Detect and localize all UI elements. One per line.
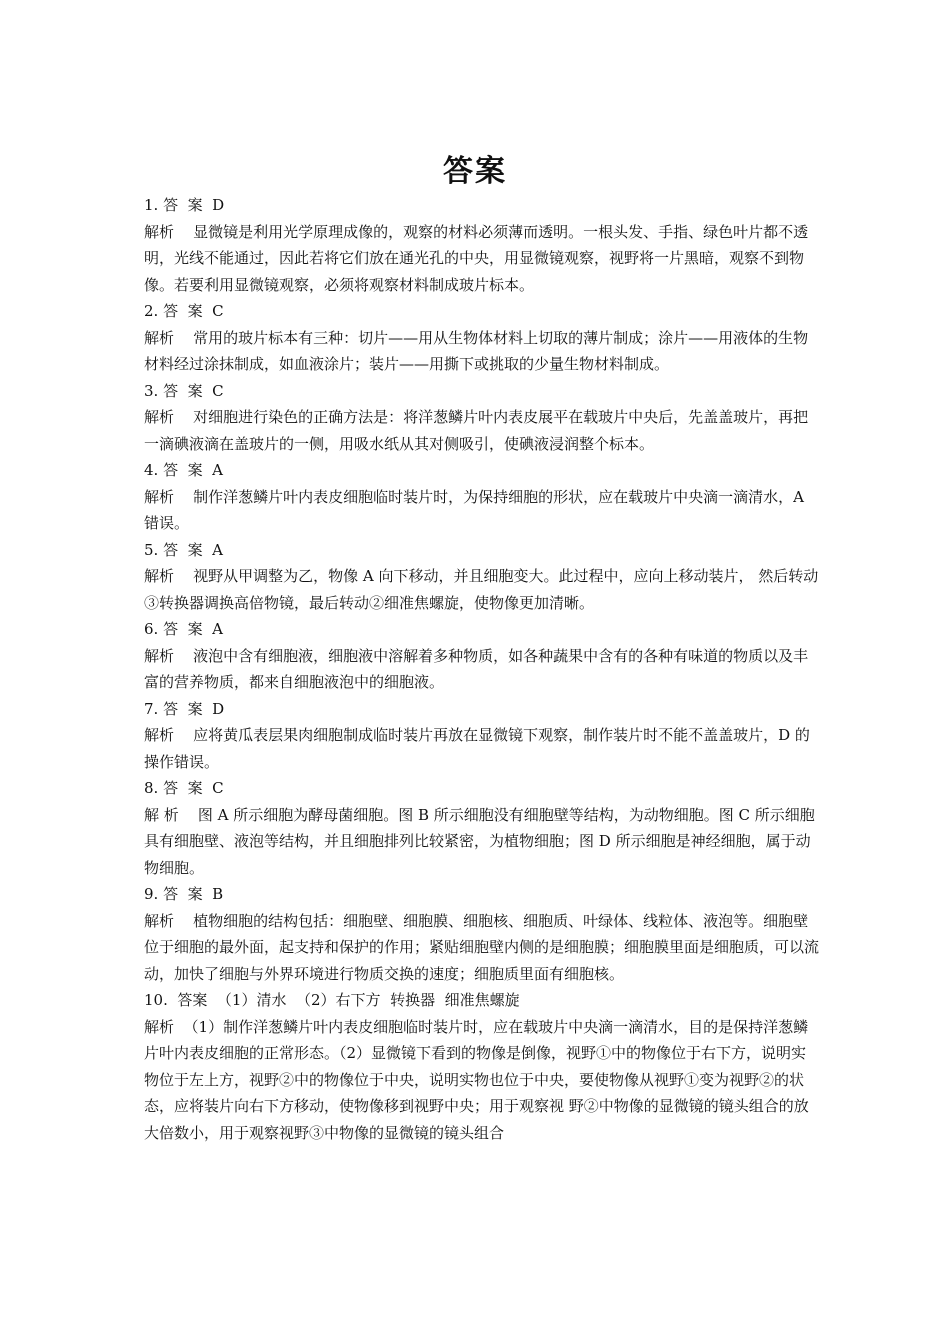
answer-line: 4. 答 案 A xyxy=(144,461,223,479)
analysis-text: 显微镜是利用光学原理成像的，观察的材料必须薄而透明。一根头发、手指、绿色叶片都不透明，光线不能通过，因此若将它们放在通光孔的中央，用显微镜观察，视野将一片黑暗，观察不到物像。若要利用显微镜观察，必须将观察材料制成玻片标本。 xyxy=(144,222,809,294)
page-title: 答案 xyxy=(443,154,507,189)
analysis-paragraph xyxy=(144,643,820,696)
analysis-label: 解析 xyxy=(144,911,194,930)
analysis-text: 植物细胞的结构包括：细胞壁、细胞膜、细胞核、细胞质、叶绿体、线粒体、液泡等。细胞壁位于细胞的最外面，起支持和保护的作用；紧贴细胞壁内侧的是细胞膜；细胞膜里面是细胞质，可以流动，加快了细胞与外界环境进行物质交换的速度；细胞质里面有细胞核。 xyxy=(144,911,820,983)
answer-list xyxy=(144,192,820,1146)
answer-line: 6. 答 案 A xyxy=(144,620,223,638)
analysis-paragraph xyxy=(144,325,820,378)
analysis-paragraph xyxy=(144,563,820,616)
analysis-paragraph xyxy=(144,722,820,775)
analysis-text: 液泡中含有细胞液，细胞液中溶解着多种物质，如各种蔬果中含有的各种有味道的物质以及丰富的营养物质，都来自细胞液泡中的细胞液。 xyxy=(144,646,809,691)
analysis-label: 解析 xyxy=(144,567,194,585)
answer-item-4 xyxy=(144,457,820,537)
analysis-label: 解 析 xyxy=(144,805,198,824)
answer-item-9 xyxy=(144,881,820,987)
answer-line: 2. 答 案 C xyxy=(144,302,224,320)
analysis-text: 应将黄瓜表层果肉细胞制成临时装片再放在显微镜下观察，制作装片时不能不盖盖玻片，D 的操作错误。 xyxy=(144,726,810,771)
analysis-label: 解析 xyxy=(144,487,194,506)
analysis-label: 解析 xyxy=(144,408,194,426)
analysis-label: 解析 xyxy=(144,222,194,241)
answer-line: 10. 答案 （1）清水 （2）右下方 转换器 细准焦螺旋 xyxy=(144,991,520,1009)
analysis-text: 常用的玻片标本有三种：切片——用从生物体材料上切取的薄片制成；涂片——用液体的生物材料经过涂抹制成，如血液涂片；装片——用撕下或挑取的少量生物材料制成。 xyxy=(144,328,809,373)
answer-item-7 xyxy=(144,696,820,776)
analysis-label: 解析 xyxy=(144,726,194,744)
answer-item-10 xyxy=(144,987,820,1146)
answer-item-1 xyxy=(144,192,820,298)
answer-line: 9. 答 案 B xyxy=(144,885,224,903)
answer-item-2 xyxy=(144,298,820,378)
analysis-text: 对细胞进行染色的正确方法是：将洋葱鳞片叶内表皮展平在载玻片中央后，先盖盖玻片，再把一滴碘液滴在盖玻片的一侧，用吸水纸从其对侧吸引，使碘液浸润整个标本。 xyxy=(144,408,809,453)
analysis-label: 解析 xyxy=(144,1017,184,1036)
analysis-text: 图 A 所示细胞为酵母菌细胞。图 B 所示细胞没有细胞壁等结构，为动物细胞。图 C 所示细胞具有细胞壁、液泡等结构，并且细胞排列比较紧密，为植物细胞；图 D 所示细胞是神经细胞，属于动物细胞。 xyxy=(144,805,815,877)
answer-item-5 xyxy=(144,537,820,617)
analysis-paragraph xyxy=(144,908,820,988)
analysis-label: 解析 xyxy=(144,328,194,347)
analysis-label: 解析 xyxy=(144,646,194,665)
analysis-paragraph xyxy=(144,1014,820,1147)
analysis-text: 视野从甲调整为乙，物像 A 向下移动，并且细胞变大。此过程中，应向上移动装片， 然后转动③转换器调换高倍物镜，最后转动②细准焦螺旋，使物像更加清晰。 xyxy=(144,567,819,612)
analysis-text: 制作洋葱鳞片叶内表皮细胞临时装片时，为保持细胞的形状，应在载玻片中央滴一滴清水，A 错误。 xyxy=(144,487,804,532)
answer-line: 7. 答 案 D xyxy=(144,699,225,718)
answer-item-8 xyxy=(144,775,820,881)
analysis-paragraph xyxy=(144,802,820,882)
answer-line: 5. 答 案 A xyxy=(144,540,223,559)
analysis-paragraph xyxy=(144,219,820,299)
answer-item-6 xyxy=(144,616,820,696)
answer-line: 1. 答 案 D xyxy=(144,196,225,214)
analysis-paragraph xyxy=(144,484,820,537)
answer-line: 3. 答 案 C xyxy=(144,381,224,400)
analysis-paragraph xyxy=(144,404,820,457)
analysis-text: （1）制作洋葱鳞片叶内表皮细胞临时装片时，应在载玻片中央滴一滴清水，目的是保持洋葱鳞片叶内表皮细胞的正常形态。（2）显微镜下看到的物像是倒像，视野①中的物像位于右下方，说明实物位于左上方，视野②中的物像位于中央，说明实物也位于中央，要使物像从视野①变为视野②的状态，应将装片向右下方移动，使物像移到视野中央；用于观察视 野②中物像的显微镜的镜头组合的放大倍数小，用于观察视野③中物像的显微镜的镜头组合 xyxy=(144,1017,809,1142)
answer-line: 8. 答 案 C xyxy=(144,779,224,797)
answer-item-3 xyxy=(144,378,820,458)
